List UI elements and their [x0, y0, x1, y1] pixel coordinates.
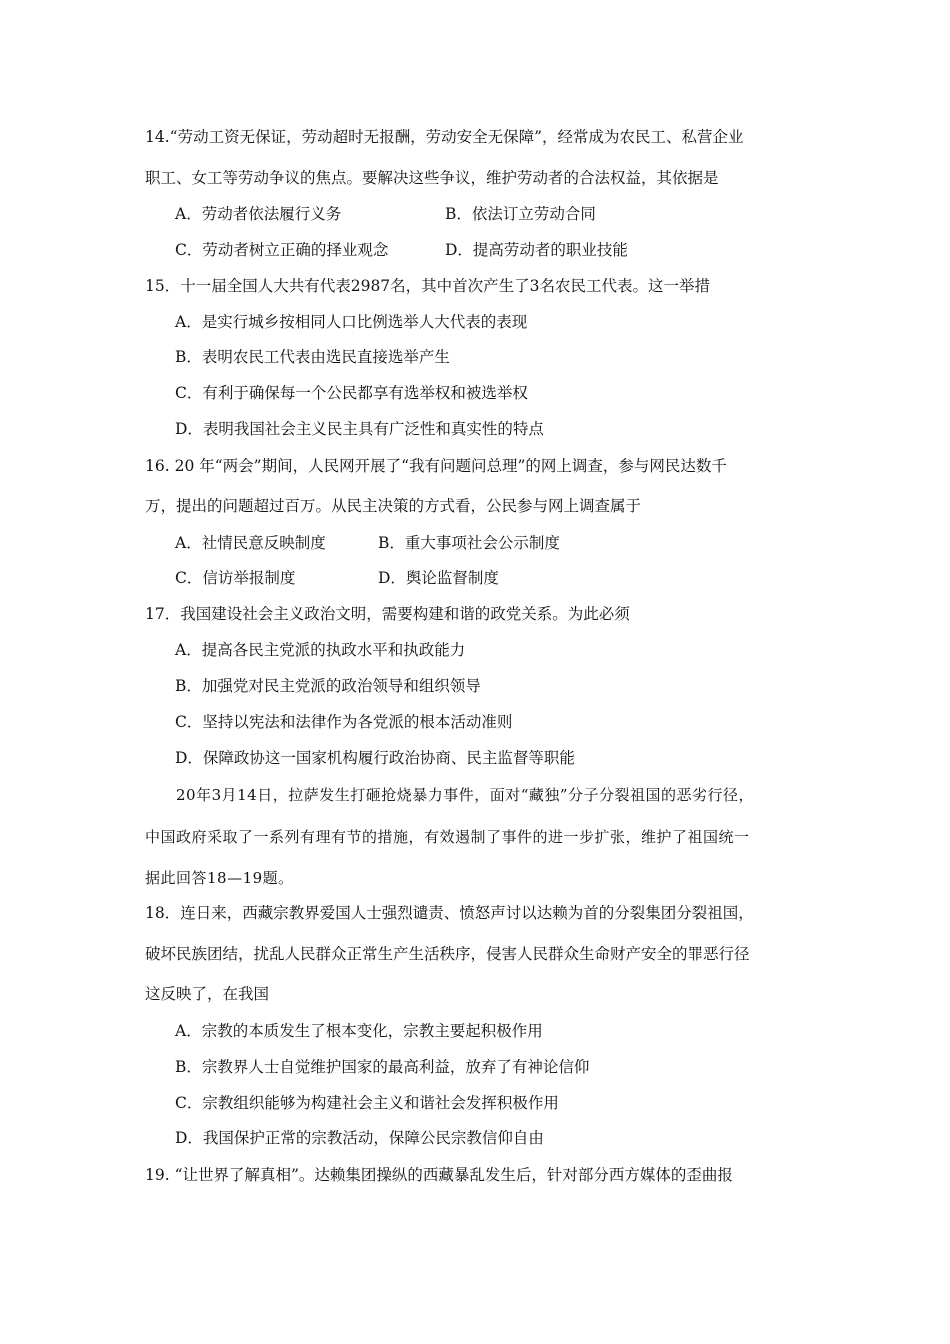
q14-option-c: C．劳动者树立正确的择业观念: [175, 241, 389, 259]
q15-option-b: B．表明农民工代表由选民直接选举产生: [175, 348, 450, 366]
q15-option-d: D．表明我国社会主义民主具有广泛性和真实性的特点: [175, 420, 544, 438]
q14-option-b: B．依法订立劳动合同: [445, 205, 596, 223]
q16-option-c: C．信访举报制度: [175, 569, 296, 587]
q14-option-a: A．劳动者依法履行义务: [175, 205, 342, 223]
q18-option-d: D．我国保护正常的宗教活动，保障公民宗教信仰自由: [175, 1129, 544, 1147]
q16-stem-line-1: 16. 20 年“两会”期间，人民网开展了“我有问题问总理”的网上调查，参与网民达数千: [145, 457, 727, 475]
q16-option-a: A．社情民意反映制度: [175, 534, 326, 552]
q19-stem-line-1: 19. “让世界了解真相”。达赖集团操纵的西藏暴乱发生后，针对部分西方媒体的歪曲报: [145, 1166, 733, 1184]
q17-option-d: D．保障政协这一国家机构履行政治协商、民主监督等职能: [175, 749, 575, 767]
q15-stem-line-1: 15．十一届全国人大共有代表2987名，其中首次产生了3名农民工代表。这一举措: [145, 277, 711, 295]
passage-line-3: 据此回答18—19题。: [145, 869, 294, 887]
q17-option-c: C．坚持以宪法和法律作为各党派的根本活动准则: [175, 713, 513, 731]
q18-option-b: B．宗教界人士自觉维护国家的最高利益，放弃了有神论信仰: [175, 1058, 590, 1076]
q18-stem-line-3: 这反映了，在我国: [145, 985, 270, 1003]
q18-option-a: A．宗教的本质发生了根本变化，宗教主要起积极作用: [175, 1022, 543, 1040]
q18-stem-line-1: 18．连日来，西藏宗教界爱国人士强烈谴责、愤怒声讨以达赖为首的分裂集团分裂祖国，: [145, 904, 754, 922]
q17-option-b: B．加强党对民主党派的政治领导和组织领导: [175, 677, 481, 695]
q14-option-d: D．提高劳动者的职业技能: [445, 241, 628, 259]
passage-line-1: 20年3月14日，拉萨发生打砸抢烧暴力事件，面对“藏独”分子分裂祖国的恶劣行径，: [176, 786, 755, 804]
q16-stem-line-2: 万，提出的问题超过百万。从民主决策的方式看，公民参与网上调查属于: [145, 497, 642, 515]
q16-option-d: D．舆论监督制度: [378, 569, 499, 587]
q17-option-a: A．提高各民主党派的执政水平和执政能力: [175, 641, 466, 659]
q14-stem-line-2: 职工、女工等劳动争议的焦点。要解决这些争议，维护劳动者的合法权益，其依据是: [145, 169, 719, 187]
q15-option-a: A．是实行城乡按相同人口比例选举人大代表的表现: [175, 313, 528, 331]
q15-option-c: C．有利于确保每一个公民都享有选举权和被选举权: [175, 384, 528, 402]
passage-line-2: 中国政府采取了一系列有理有节的措施，有效遏制了事件的进一步扩张，维护了祖国统一: [145, 828, 750, 846]
q18-option-c: C．宗教组织能够为构建社会主义和谐社会发挥积极作用: [175, 1094, 559, 1112]
q16-option-b: B．重大事项社会公示制度: [378, 534, 560, 552]
q18-stem-line-2: 破坏民族团结，扰乱人民群众正常生产生活秩序，侵害人民群众生命财产安全的罪恶行径: [145, 945, 750, 963]
q17-stem-line-1: 17．我国建设社会主义政治文明，需要构建和谐的政党关系。为此必须: [145, 605, 630, 623]
q14-stem-line-1: 14.“劳动工资无保证，劳动超时无报酬，劳动安全无保障”，经常成为农民工、私营企业: [145, 128, 744, 146]
